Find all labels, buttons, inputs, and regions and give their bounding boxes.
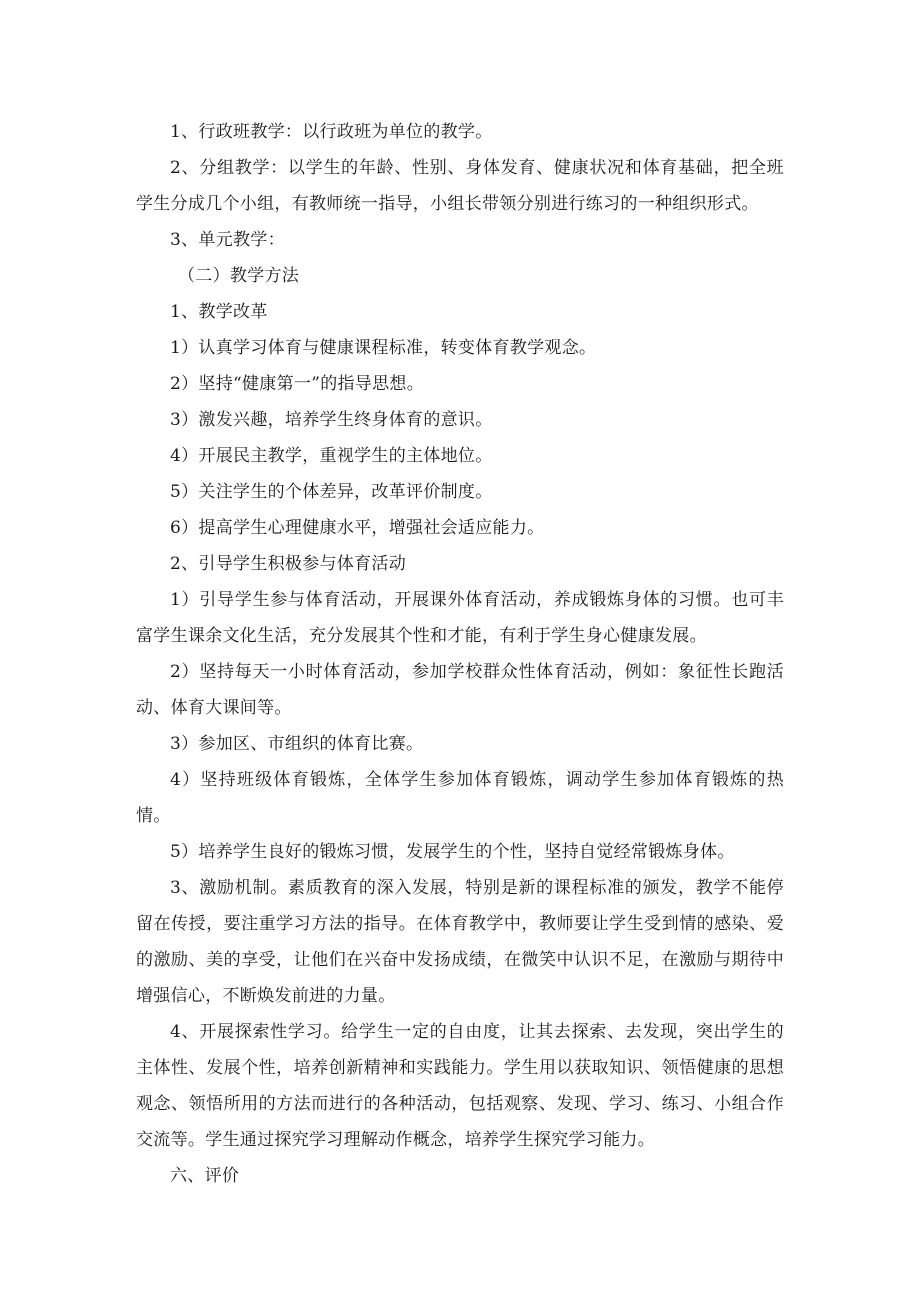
document-body: [136, 114, 784, 1194]
paragraph-unit-teaching: 3、单元教学：: [170, 230, 285, 250]
list-item-reform-5: 5）关注学生的个体差异，改革评价制度。: [170, 482, 493, 502]
paragraph-guide-participation: 2、引导学生积极参与体育活动: [170, 554, 407, 574]
list-item-guide-1: 1）引导学生参与体育活动，开展课外体育活动，养成锻炼身体的习惯。也可丰富学生课余文化生活，充分发展其个性和才能，有利于学生身心健康发展。: [136, 590, 784, 646]
list-item-guide-4: 4）坚持班级体育锻炼，全体学生参加体育锻炼，调动学生参加体育锻炼的热情。: [136, 770, 784, 826]
list-item-reform-6: 6）提高学生心理健康水平，增强社会适应能力。: [170, 518, 545, 538]
paragraph-exploratory-learning: 4、开展探索性学习。给学生一定的自由度，让其去探索、去发现，突出学生的主体性、发展个性，培养创新精神和实践能力。学生用以获取知识、领悟健康的思想观念、领悟所用的方法而进行的各种活动，包括观察、发现、学习、练习、小组合作交流等。学生通过探究学习理解动作概念，培养学生探究学习能力。: [136, 1022, 784, 1150]
list-item-reform-1: 1）认真学习体育与健康课程标准，转变体育教学观念。: [170, 338, 597, 358]
list-item-reform-3: 3）激发兴趣，培养学生终身体育的意识。: [170, 410, 493, 430]
paragraph-admin-class-teaching: 1、行政班教学：以行政班为单位的教学。: [170, 122, 493, 142]
section-heading-teaching-methods: （二）教学方法: [178, 266, 300, 286]
list-item-reform-4: 4）开展民主教学，重视学生的主体地位。: [170, 446, 493, 466]
paragraph-incentive-mechanism: 3、激励机制。素质教育的深入发展，特别是新的课程标准的颁发，教学不能停留在传授，要注重学习方法的指导。在体育教学中，教师要让学生受到情的感染、爱的激励、美的享受，让他们在兴奋中发扬成绩，在微笑中认识不足，在激励与期待中增强信心，不断焕发前进的力量。: [136, 878, 784, 1006]
list-item-guide-5: 5）培养学生良好的锻炼习惯，发展学生的个性，坚持自觉经常锻炼身体。: [170, 842, 735, 862]
paragraph-group-teaching: 2、分组教学：以学生的年龄、性别、身体发育、健康状况和体育基础，把全班学生分成几个小组，有教师统一指导，小组长带领分别进行练习的一种组织形式。: [136, 158, 784, 214]
list-item-reform-2: 2）坚持“健康第一”的指导思想。: [170, 374, 424, 394]
list-item-guide-2: 2）坚持每天一小时体育活动，参加学校群众性体育活动，例如：象征性长跑活动、体育大课间等。: [136, 662, 784, 718]
paragraph-teaching-reform: 1、教学改革: [170, 302, 268, 322]
list-item-guide-3: 3）参加区、市组织的体育比赛。: [170, 734, 424, 754]
section-heading-evaluation: 六、评价: [170, 1166, 240, 1186]
